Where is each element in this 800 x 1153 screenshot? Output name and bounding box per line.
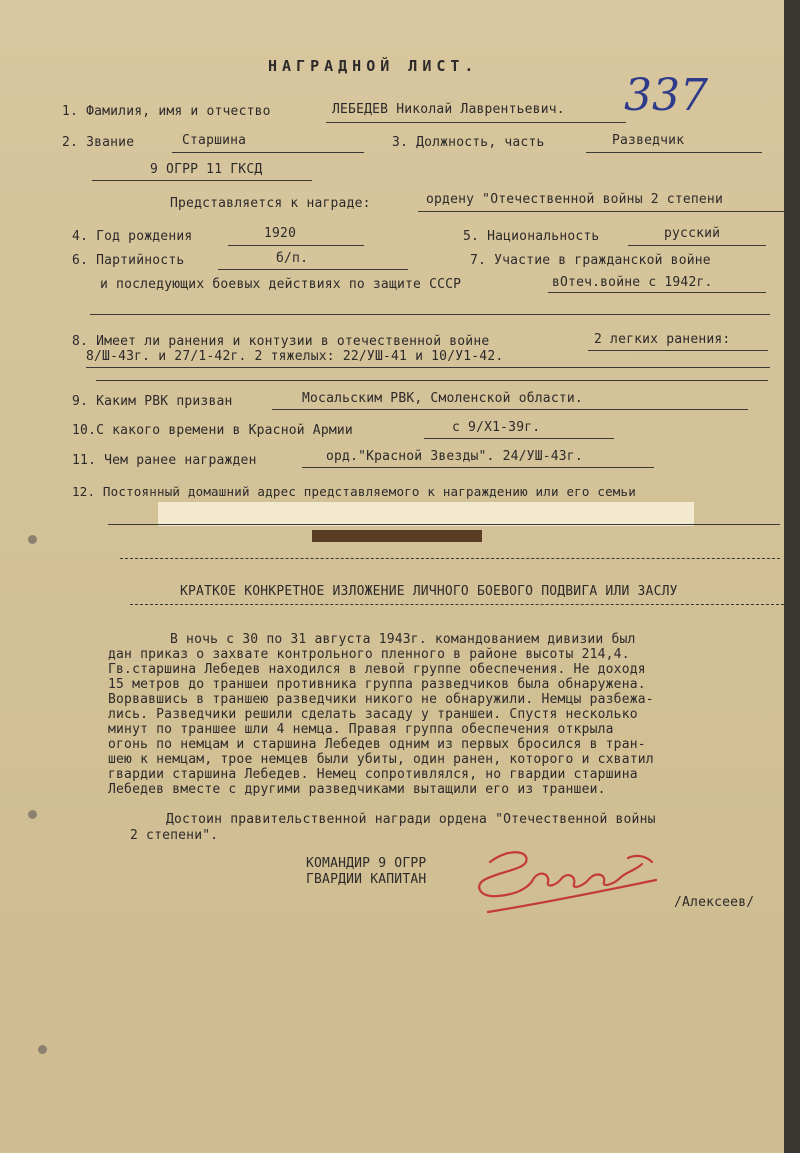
redaction-bar [312, 530, 482, 542]
narrative-line: лись. Разведчики решили сделать засаду у траншеи. Спустя несколько [108, 707, 638, 722]
signatory-name: /Алексеев/ [674, 895, 755, 910]
punch-hole [28, 535, 37, 544]
field-6-value: б/п. [276, 251, 309, 266]
field-11-label: 11. Чем ранее награжден [72, 453, 257, 468]
field-5-value: русский [664, 226, 721, 241]
sheet-number-handwritten [620, 62, 730, 122]
narrative-line: дан приказ о захвате контрольного пленного в районе высоты 214,4. [108, 647, 630, 662]
field-10-value: с 9/Х1-39г. [452, 420, 541, 435]
field-9-value: Мосальским РВК, Смоленской области. [302, 391, 583, 406]
field-4-label: 4. Год рождения [72, 229, 193, 244]
signatory-title-1: КОМАНДИР 9 ОГРР [306, 856, 427, 871]
field-10-label: 10.С какого времени в Красной Армии [72, 423, 353, 438]
field-1-value: ЛЕБЕДЕВ Николай Лаврентьевич. [332, 102, 565, 117]
field-7-value: вОтеч.войне с 1942г. [552, 275, 713, 290]
field-1-label: 1. Фамилия, имя и отчество [62, 104, 271, 119]
narrative-line: В ночь с 30 по 31 августа 1943г. командованием дивизии был [170, 632, 636, 647]
narrative-line: огонь по немцам и старшина Лебедев одним из первых бросился в тран- [108, 737, 646, 752]
field-3-label: 3. Должность, часть [392, 135, 545, 150]
signatory-title-2: ГВАРДИИ КАПИТАН [306, 872, 427, 887]
narrative-line: шею к немцам, трое немцев были убиты, один ранен, которого и схватил [108, 752, 654, 767]
field-9-label: 9. Каким РВК призван [72, 394, 233, 409]
field-8-value-1: 2 легких ранения: [594, 332, 731, 347]
field-5-label: 5. Национальность [463, 229, 600, 244]
punch-hole [28, 810, 37, 819]
field-8-label: 8. Имеет ли ранения и контузии в отечественной войне [72, 334, 490, 349]
award-label: Представляется к награде: [170, 196, 371, 211]
narrative-line: минут по траншее шли 4 немца. Правая группа обеспечения открыла [108, 722, 614, 737]
unit-value: 9 ОГРР 11 ГКСД [150, 162, 263, 177]
field-2-label: 2. Звание [62, 135, 135, 150]
narrative-line: гвардии старшина Лебедев. Немец сопротивлялся, но гвардии старшина [108, 767, 638, 782]
field-3-value: Разведчик [612, 133, 685, 148]
field-6-label: 6. Партийность [72, 253, 185, 268]
punch-hole [38, 1045, 47, 1054]
field-7-continuation: и последующих боевых действиях по защите СССР [100, 277, 462, 292]
narrative-line: 15 метров до траншеи противника группа разведчиков была обнаружена. [108, 677, 646, 692]
scan-edge [784, 0, 800, 1153]
svg-text:337: 337 [624, 70, 708, 121]
section-heading: КРАТКОЕ КОНКРЕТНОЕ ИЗЛОЖЕНИЕ ЛИЧНОГО БОЕВОГО ПОДВИГА ИЛИ ЗАСЛУ [180, 584, 678, 599]
field-7-label: 7. Участие в гражданской войне [470, 253, 711, 268]
handwritten-signature [468, 840, 668, 930]
narrative-line: Ворвавшись в траншею разведчики никого не обнаружили. Немцы разбежа- [108, 692, 654, 707]
field-11-value: орд."Красной Звезды". 24/УШ-43г. [326, 449, 583, 464]
document-title: НАГРАДНОЙ ЛИСТ. [268, 57, 479, 75]
field-8-value-2: 8/Ш-43г. и 27/1-42г. 2 тяжелых: 22/УШ-41 и 10/У1-42. [86, 349, 504, 364]
conclusion-line-1: Достоин правительственной награди ордена "Отечественной войны [166, 812, 656, 827]
award-value: ордену "Отечественной войны 2 степени [426, 192, 723, 207]
field-12-label: 12. Постоянный домашний адрес представляемого к награждению или его семьи [72, 484, 636, 499]
redacted-address-area [158, 502, 694, 526]
narrative-line: Лебедев вместе с другими разведчиками вытащили его из траншеи. [108, 782, 606, 797]
narrative-line: Гв.старшина Лебедев находился в левой группе обеспечения. Не доходя [108, 662, 646, 677]
field-2-value: Старшина [182, 133, 247, 148]
conclusion-line-2: 2 степени". [130, 828, 219, 843]
field-4-value: 1920 [264, 226, 297, 241]
